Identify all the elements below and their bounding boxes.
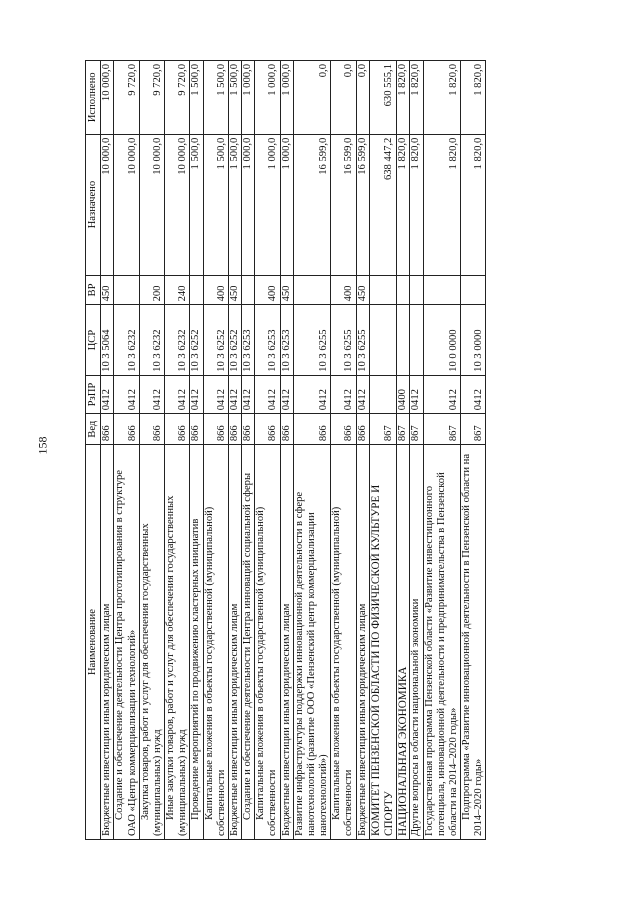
row-name: КОМИТЕТ ПЕНЗЕНСКОЙ ОБЛАСТИ ПО ФИЗИЧЕСКОЙ КУЛЬТУРЕ И СПОРТУ [369,445,396,840]
row-assigned: 1 820,0 [423,134,461,275]
row-vr [114,275,139,305]
row-csr: 10 3 6252 [203,305,228,375]
row-assigned: 16 599,0 [331,134,356,275]
row-assigned: 10 000,0 [114,134,139,275]
row-executed: 1 000,0 [280,61,293,135]
row-ved: 866 [101,414,114,445]
row-rpr: 0412 [461,375,486,413]
row-executed: 1 820,0 [423,61,461,135]
row-rpr: 0412 [228,375,241,413]
table-row [228,61,241,840]
row-vr [293,275,331,305]
table-header-row [86,61,101,840]
row-rpr: 0412 [280,375,293,413]
table-row [461,61,486,840]
header-csr: ЦСР [86,305,101,375]
header-ved: Вед [86,414,101,445]
row-vr [461,275,486,305]
row-ved: 866 [242,414,255,445]
row-executed: 9 720,0 [114,61,139,135]
row-executed: 630 555,1 [369,61,396,135]
row-executed: 9 720,0 [165,61,190,135]
row-assigned: 10 000,0 [101,134,114,275]
row-name: Создание и обеспечение деятельности Центра инноваций социальной сферы [242,445,255,840]
row-rpr [369,375,396,413]
row-csr: 10 3 6253 [255,305,280,375]
row-csr: 10 3 6255 [293,305,331,375]
table-row [280,61,293,840]
table-row [410,61,423,840]
row-assigned: 1 820,0 [396,134,410,275]
row-vr [410,275,423,305]
row-rpr: 0412 [242,375,255,413]
row-vr: 450 [280,275,293,305]
row-executed: 1 820,0 [410,61,423,135]
row-name: Иные закупки товаров, работ и услуг для обеспечения государственных (муниципальных) нужд [165,445,190,840]
row-vr: 200 [139,275,164,305]
row-executed: 1 500,0 [203,61,228,135]
row-assigned: 1 820,0 [410,134,423,275]
row-executed: 0,0 [356,61,369,135]
row-name: Капитальные вложения в объекты государственной (муниципальной) собственности [203,445,228,840]
table-row [331,61,356,840]
row-name: Капитальные вложения в объекты государственной (муниципальной) собственности [255,445,280,840]
row-assigned: 1 000,0 [280,134,293,275]
row-csr: 10 3 6252 [228,305,241,375]
row-vr: 450 [101,275,114,305]
row-ved: 866 [190,414,203,445]
row-csr [396,305,410,375]
row-rpr: 0412 [423,375,461,413]
row-csr [369,305,396,375]
row-assigned: 638 447,2 [369,134,396,275]
row-rpr: 0412 [101,375,114,413]
row-executed: 10 000,0 [101,61,114,135]
row-ved: 866 [293,414,331,445]
rotated-page-content [85,60,640,840]
row-executed: 1 000,0 [255,61,280,135]
row-assigned: 1 000,0 [255,134,280,275]
row-csr: 10 3 6253 [242,305,255,375]
row-ved: 866 [165,414,190,445]
row-name: Капитальные вложения в объекты государственной (муниципальной) собственности [331,445,356,840]
row-vr [242,275,255,305]
row-ved: 867 [410,414,423,445]
row-rpr: 0412 [203,375,228,413]
header-assigned: Назначено [86,134,101,275]
budget-table [85,60,486,840]
table-row [255,61,280,840]
row-ved: 866 [255,414,280,445]
row-csr: 10 3 6253 [280,305,293,375]
row-csr: 10 3 6232 [139,305,164,375]
table-row [369,61,396,840]
table-row [242,61,255,840]
row-ved: 866 [139,414,164,445]
table-row [293,61,331,840]
row-name: НАЦИОНАЛЬНАЯ ЭКОНОМИКА [396,445,410,840]
row-rpr: 0412 [190,375,203,413]
row-ved: 866 [356,414,369,445]
row-ved: 867 [461,414,486,445]
row-assigned: 1 820,0 [461,134,486,275]
row-name: Подпрограмма «Развитие инновационной деятельности в Пензенской области на 2014–2020 годы» [461,445,486,840]
row-csr: 10 3 6232 [114,305,139,375]
row-ved: 866 [228,414,241,445]
row-rpr: 0412 [114,375,139,413]
row-executed: 0,0 [331,61,356,135]
row-name: Создание и обеспечение деятельности Центра прототипирования в структуре ОАО «Центр коммерциализации технологий» [114,445,139,840]
row-assigned: 1 000,0 [242,134,255,275]
table-row [114,61,139,840]
row-name: Развитие инфраструктуры поддержки инновационной деятельности в сфере нанотехнологий (развитие ООО «Пензенский центр коммерциализации нанотехнологий») [293,445,331,840]
table-row [356,61,369,840]
row-csr: 10 3 6255 [331,305,356,375]
row-assigned: 1 500,0 [190,134,203,275]
page-number: 158 [35,436,50,455]
row-rpr: 0412 [139,375,164,413]
row-vr [396,275,410,305]
row-name: Бюджетные инвестиции иным юридическим лицам [228,445,241,840]
row-csr: 10 3 6232 [165,305,190,375]
row-vr: 240 [165,275,190,305]
row-name: Бюджетные инвестиции иным юридическим лицам [101,445,114,840]
row-executed: 9 720,0 [139,61,164,135]
row-vr [369,275,396,305]
row-vr [423,275,461,305]
row-name: Бюджетные инвестиции иным юридическим лицам [356,445,369,840]
table-row [190,61,203,840]
table-row [165,61,190,840]
row-assigned: 10 000,0 [139,134,164,275]
header-executed: Исполнено [86,61,101,135]
row-name: Проведение мероприятий по продвижению кластерных инициатив [190,445,203,840]
row-csr: 10 3 5064 [101,305,114,375]
table-row [139,61,164,840]
table-row [203,61,228,840]
row-rpr: 0400 [396,375,410,413]
row-assigned: 16 599,0 [356,134,369,275]
row-ved: 866 [114,414,139,445]
row-ved: 866 [280,414,293,445]
row-assigned: 1 500,0 [203,134,228,275]
header-rpr: РзПР [86,375,101,413]
row-rpr: 0412 [255,375,280,413]
row-name: Закупка товаров, работ и услуг для обеспечения государственных (муниципальных) нужд [139,445,164,840]
row-csr: 10 3 0000 [461,305,486,375]
row-assigned: 16 599,0 [293,134,331,275]
row-vr: 400 [255,275,280,305]
row-ved: 866 [331,414,356,445]
header-name: Наименование [86,445,101,840]
row-csr: 10 3 6252 [190,305,203,375]
row-name: Государственная программа Пензенской области «Развитие инвестиционного потенциала, инновационной деятельности и предпринимательства в Пензенской области на 2014–2020 годы» [423,445,461,840]
row-vr: 450 [356,275,369,305]
row-assigned: 1 500,0 [228,134,241,275]
row-csr: 10 0 0000 [423,305,461,375]
row-executed: 1 820,0 [396,61,410,135]
header-vr: ВР [86,275,101,305]
row-ved: 867 [423,414,461,445]
row-vr [190,275,203,305]
row-assigned: 10 000,0 [165,134,190,275]
row-ved: 866 [203,414,228,445]
row-rpr: 0412 [165,375,190,413]
row-name: Другие вопросы в области национальной экономики [410,445,423,840]
table-row [423,61,461,840]
row-csr [410,305,423,375]
row-vr: 450 [228,275,241,305]
row-executed: 1 000,0 [242,61,255,135]
row-vr: 400 [203,275,228,305]
row-name: Бюджетные инвестиции иным юридическим лицам [280,445,293,840]
row-ved: 867 [396,414,410,445]
row-executed: 1 500,0 [190,61,203,135]
table-row [396,61,410,840]
row-rpr: 0412 [356,375,369,413]
row-executed: 1 500,0 [228,61,241,135]
row-rpr: 0412 [293,375,331,413]
row-executed: 0,0 [293,61,331,135]
row-ved: 867 [369,414,396,445]
row-rpr: 0412 [410,375,423,413]
row-csr: 10 3 6255 [356,305,369,375]
row-executed: 1 820,0 [461,61,486,135]
row-rpr: 0412 [331,375,356,413]
table-row [101,61,114,840]
row-vr: 400 [331,275,356,305]
